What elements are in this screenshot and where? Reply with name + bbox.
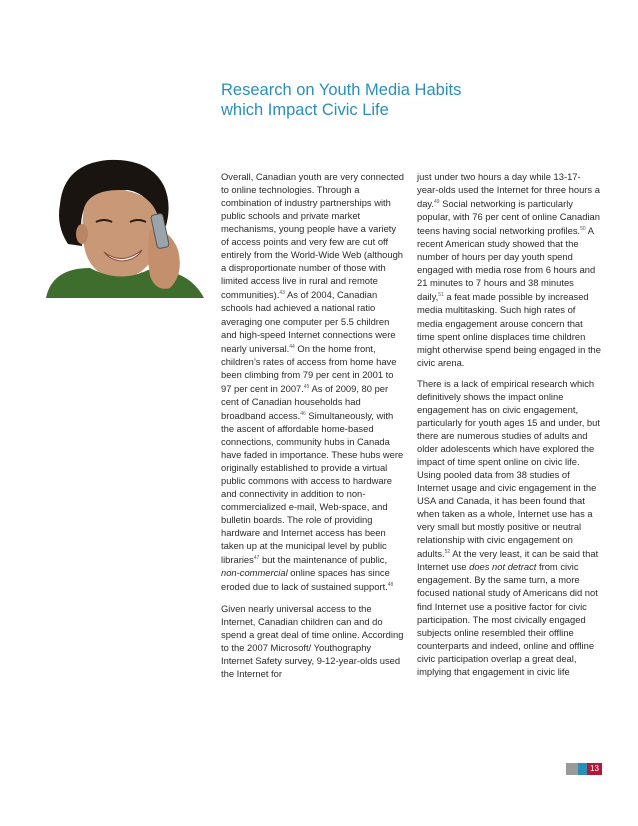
- paragraph: Given nearly universal access to the Internet, Canadian children can and do spend a great deal of time online. According to the 2007 Microsoft/ Youthography Internet Safety survey, 9-12-year-olds used the Internet for: [221, 602, 404, 679]
- teen-on-phone-photo: [38, 156, 208, 298]
- text-column-right: [417, 170, 601, 686]
- paragraph: Overall, Canadian youth are very connected to online technologies. Through a combination of industry partnerships with public schools and private market mechanisms, young people have a variety of access points and very few are cut off entirely from the World-Wide Web (although a disproportionate number of those with limited access live in rural and remote communities).$^{43}$ As of 2004, Canadian schools had achieved a national ratio averaging one computer per 5.5 children and high-speed Internet connections were nearly universal.$^{44}$ On the home front, children’s rates of access from home have been climbing from 79 per cent in 2001 to 97 per cent in 2007.45 As of 2009, 80 per cent of Canadian households had broadband access.$^{46}$ Simultaneously, with the ascent of affordable home-based connections, community hubs in Canada have faded in importance. These hubs were originally established to provide a virtual public commons with access to hardware and connectivity in addition to non-commercialized e-mail, Web-space, and bulletin boards. The role of providing hardware and Internet access has been taken up at the municipal level by public libraries$^{47}$ but the maintenance of public, non-commercial online spaces has since eroded due to lack of sustained support.$^{48}$: [221, 171, 404, 593]
- footnote-ref: 46: [300, 410, 306, 417]
- paragraph: There is a lack of empirical research which definitively shows the impact online engagement has on civic engagement, particularly for youth ages 15 and under, but there are numerous studies of adults and older adolescents which have explored the impact of time spent online on civic life. Using pooled data from 38 studies of Internet usage and civic engagement in the USA and Canada, it has been found that when taken as a whole, Internet use has a very small but mostly positive or neutral relationship with civic engagement on adults.$^{52}$ At the very least, it can be said that Internet use does not detract from civic engagement. By the same turn, a more focused national study of Americans did not find Internet use a positive factor for civic participation. The most civically engaged subjects online resembled their offline counterparts and indeed, online and offline civic participation overlap a great deal, implying that engagement in civic life: [417, 377, 600, 677]
- heading-line-1: Research on Youth Media Habits: [221, 81, 462, 99]
- heading-line-2: which Impact Civic Life: [221, 101, 389, 119]
- footer-gray-block: [566, 763, 578, 775]
- footnote-ref: 52: [444, 549, 451, 556]
- footnote-ref: 50: [580, 226, 586, 233]
- page-heading: [221, 80, 601, 120]
- footnote-ref: 47: [253, 555, 260, 562]
- footnote-ref: 45: [303, 383, 310, 390]
- footnote-ref: 44: [289, 343, 295, 350]
- paragraph: just under two hours a day while 13-17-year-olds used the Internet for three hours a day.$^{49}$ Social networking is particularly popular, with 76 per cent of online Canadian teens having social networking profiles.$^{50}$ A recent American study showed that the number of hours per day youth spend engaged with media rose from 6 hours and 21 minutes to 7 hours and 38 minutes daily,$^{51}$ a feat made possible by increased media multitasking. Such high rates of media engagement arouse concern that time spent online displaces time children might otherwise spend being engaged in the civic arena.: [417, 171, 601, 368]
- footnote-ref: 43: [279, 290, 285, 297]
- text-column-left: [221, 170, 405, 688]
- footer-blue-block: [578, 763, 587, 775]
- footnote-ref: 51: [438, 292, 444, 299]
- page-number: 13: [587, 763, 602, 775]
- footnote-ref: 49: [434, 199, 440, 206]
- footnote-ref: 48: [387, 582, 394, 589]
